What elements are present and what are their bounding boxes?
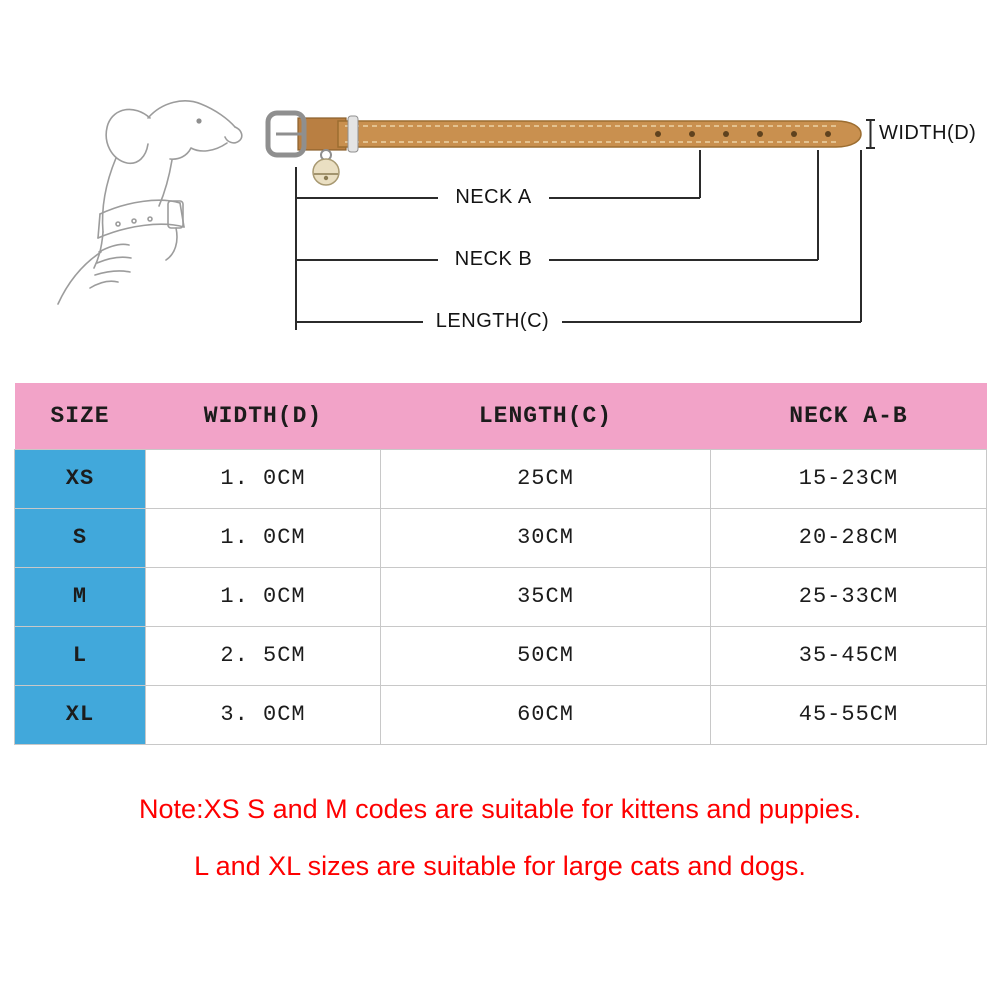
table-cell: 2. 5CM	[146, 626, 381, 685]
collar-keeper	[348, 116, 358, 152]
table-cell: 25CM	[381, 449, 711, 508]
table-row	[15, 567, 987, 626]
table-cell: 30CM	[381, 508, 711, 567]
collar-illustration	[268, 113, 861, 185]
table-cell: 1. 0CM	[146, 567, 381, 626]
table-row	[15, 508, 987, 567]
table-cell: 45-55CM	[711, 685, 987, 744]
table-cell: 35CM	[381, 567, 711, 626]
length-label: LENGTH(C)	[435, 310, 550, 332]
table-cell: 25-33CM	[711, 567, 987, 626]
col-header-size: SIZE	[15, 383, 146, 449]
table-cell: 60CM	[381, 685, 711, 744]
col-header-length: LENGTH(C)	[381, 383, 711, 449]
size-cell: L	[15, 626, 146, 685]
size-cell: XL	[15, 685, 146, 744]
size-cell: S	[15, 508, 146, 567]
size-chart-table	[14, 383, 987, 745]
note-line-2: L and XL sizes are suitable for large cats and dogs.	[194, 851, 806, 881]
width-bracket	[866, 120, 875, 148]
col-header-width: WIDTH(D)	[146, 383, 381, 449]
table-row	[15, 449, 987, 508]
size-cell: M	[15, 567, 146, 626]
neck-a-label: NECK A	[455, 186, 532, 208]
table-cell: 50CM	[381, 626, 711, 685]
table-cell: 1. 0CM	[146, 508, 381, 567]
bell-icon	[313, 159, 339, 185]
table-cell: 35-45CM	[711, 626, 987, 685]
col-header-neck: NECK A-B	[711, 383, 987, 449]
table-cell: 20-28CM	[711, 508, 987, 567]
size-cell: XS	[15, 449, 146, 508]
table-row	[15, 626, 987, 685]
note-line-1: Note:XS S and M codes are suitable for kittens and puppies.	[139, 794, 861, 824]
table-cell: 15-23CM	[711, 449, 987, 508]
table-header-row	[15, 383, 987, 449]
neck-b-label: NECK B	[454, 248, 533, 270]
table-row	[15, 685, 987, 744]
measurement-lines	[296, 120, 875, 330]
dog-head-sketch-icon	[58, 101, 242, 304]
width-label: WIDTH(D)	[879, 122, 977, 144]
table-cell: 1. 0CM	[146, 449, 381, 508]
table-cell: 3. 0CM	[146, 685, 381, 744]
